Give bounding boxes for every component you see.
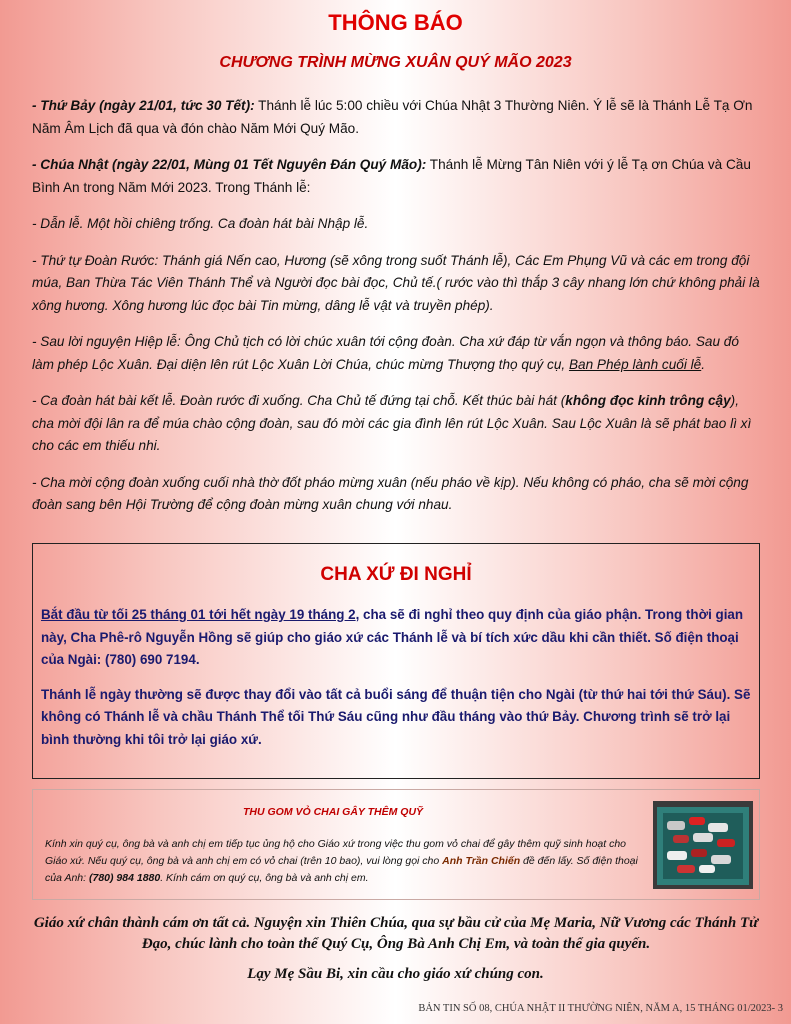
item3-end: . <box>701 356 705 372</box>
saturday-lead: - Thứ Bảy (ngày 21/01, tức 30 Tết): <box>32 98 255 113</box>
item4-bold: không đọc kinh trông cậy <box>565 393 731 408</box>
schedule-item-3 <box>32 331 760 376</box>
item4-end: ), cha mời đội lân ra để múa chào cộng đoàn, sau đó mời các gia đình lên rút Lộc Xuân. Sau Lộc Xuân là sẽ phát bao lì xì cho các em thiếu nhi. <box>32 393 752 453</box>
notice-dates: Bắt đầu từ tối 25 tháng 01 tới hết ngày 19 tháng 2 <box>41 607 356 622</box>
bottle-phone: (780) 984 1880 <box>88 872 161 884</box>
bottle-contact-name: Anh Trần Chiến <box>442 855 521 867</box>
notice-paragraph-2: Thánh lễ ngày thường sẽ được thay đổi vào tất cả buổi sáng để thuận tiện cho Ngài (từ thứ hai tới thứ Sáu). Sẽ không có Thánh lễ và chầu Thánh Thể tối Thứ Sáu cũng như đầu tháng vào thứ Bảy. Chương trình sẽ trở lại bình thường khi tôi trở lại giáo xứ. <box>41 686 751 747</box>
pastor-leave-notice <box>32 543 760 779</box>
item4-text: - Ca đoàn hát bài kết lễ. Đoàn rước đi xuống. Cha Chủ tế đứng tại chỗ. Kết thúc bài hát ( <box>32 393 566 408</box>
page-subtitle: CHƯƠNG TRÌNH MỪNG XUÂN QUÝ MÃO 2023 <box>219 54 572 71</box>
schedule-sunday <box>32 154 760 199</box>
bottle-text <box>45 836 645 887</box>
bottle-text-1: Kính xin quý cụ, ông bà và anh chị em tiếp tục ủng hộ cho Giáo xứ trong việc thu gom vỏ chai để gây thêm quỹ sinh hoạt cho Giáo xứ. Nếu quý cụ, ông bà và anh chị em có vỏ chai (trên 10 bao), vui lòng gọi cho <box>45 838 627 867</box>
schedule-saturday <box>32 95 760 140</box>
bottle-text-3: . Kính cám ơn quý cụ, ông bà và anh chị em. <box>160 872 369 884</box>
sunday-text: Thánh lễ Mừng Tân Niên với ý lễ Tạ ơn Chúa và Cầu Bình An trong Năm Mới 2023. Trong Thánh lễ: <box>32 157 751 195</box>
schedule-item-2: - Thứ tự Đoàn Rước: Thánh giá Nến cao, Hương (sẽ xông trong suốt Thánh lễ), Các Em Phụng Vũ và các em trong đội múa, Ban Thừa Tác Viên Thánh Thể và Người đọc bài đọc, Chủ tế.( rước vào thì thắp 3 cây nhang lớn chứ không phải là xông hương. Xông hương lúc đọc bài Tin mừng, dâng lễ vật và truyền phép). <box>32 252 760 313</box>
schedule-item-1: - Dẫn lễ. Một hồi chiêng trống. Ca đoàn hát bài Nhập lễ. <box>32 216 369 231</box>
bottle-collection-box <box>32 789 760 900</box>
notice-paragraph-1 <box>41 604 751 672</box>
bulletin-footer: BẢN TIN SỐ 08, CHÚA NHẬT II THƯỜNG NIÊN, NĂM A, 15 THÁNG 01/2023- 3 <box>418 1003 783 1014</box>
item3-text: - Sau lời nguyện Hiệp lễ: Ông Chủ tịch có lời chúc xuân tới cộng đoàn. Cha xứ đáp từ vắn ngọn và thông báo. Sau đó làm phép Lộc Xuân. Đại diện lên rút Lộc Xuân Lời Chúa, chúc mừng Thượng thọ quý cụ, <box>32 334 739 372</box>
notice-title: CHA XỨ ĐI NGHỈ <box>320 564 472 585</box>
sunday-lead: - Chúa Nhật (ngày 22/01, Mùng 01 Tết Nguyên Đán Quý Mão): <box>32 157 427 172</box>
schedule-item-5: - Cha mời cộng đoàn xuống cuối nhà thờ đốt pháo mừng xuân (nếu pháo về kịp). Nếu không có pháo, cha sẽ mời cộng đoàn sang bên Hội Trường để cộng đoàn mừng xuân chung với nhau. <box>32 474 749 512</box>
closing-prayer: Lạy Mẹ Sầu Bi, xin cầu cho giáo xứ chúng con. <box>247 966 544 982</box>
saturday-text: Thánh lễ lúc 5:00 chiều với Chúa Nhật 3 Thường Niên. Ý lễ sẽ là Thánh Lễ Tạ Ơn Năm Âm Lịch đã qua và đón chào Năm Mới Quý Mão. <box>32 98 753 136</box>
recycling-bin-image <box>653 801 753 889</box>
schedule-item-4 <box>32 390 760 458</box>
bottle-text-2: đề đến lấy. Số điện thoại của Anh: <box>45 855 638 884</box>
closing-blessing: Giáo xứ chân thành cám ơn tất cả. Nguyện xin Thiên Chúa, qua sự bầu cử của Mẹ Maria, Nữ Vương các Thánh Tử Đạo, chúc lành cho toàn thể Quý Cụ, Ông Bà Anh Chị Em, và toàn thể gia quyến. <box>33 915 759 952</box>
page-title: THÔNG BÁO <box>328 10 463 35</box>
schedule-section <box>32 95 760 531</box>
notice-p1-text: , cha sẽ đi nghỉ theo quy định của giáo phận. Trong thời gian này, Cha Phê-rô Nguyễn Hồng sẽ giúp cho giáo xứ các Thánh lễ và bí tích xức dầu khi cần thiết. Số điện thoại của Ngài: (780) 690 7194. <box>41 607 744 667</box>
bottle-title: THU GOM VỎ CHAI GÂY THÊM QUỸ <box>243 806 424 818</box>
item3-underlined: Ban Phép lành cuối lễ <box>568 356 702 372</box>
